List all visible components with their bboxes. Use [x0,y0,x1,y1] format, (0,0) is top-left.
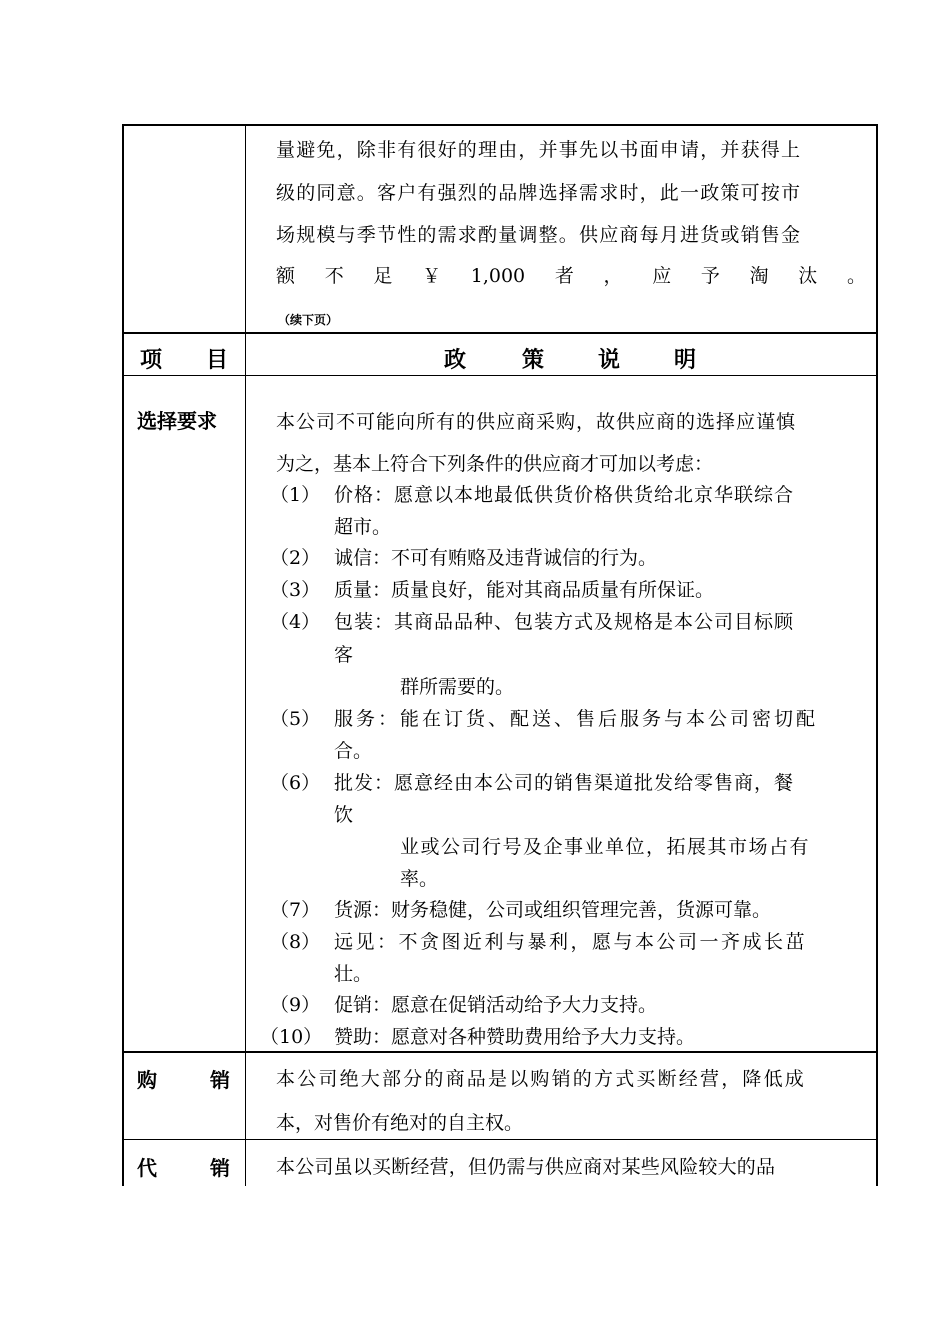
item-text: 价格：愿意以本地最低供货价格供货给北京华联综合 [334,484,795,506]
item-number: （2） [270,547,321,569]
purchase-line-1: 本公司绝大部分的商品是以购销的方式买断经营，降低成 [276,1068,807,1090]
item-text: 批发：愿意经由本公司的销售渠道批发给零售商，餐 [334,772,795,794]
consign-line-1: 本公司虽以买断经营，但仍需与供应商对某些风险较大的品 [276,1156,776,1178]
item-text: 赞助：愿意对各种赞助费用给予大力支持。 [334,1026,696,1048]
header-policy-3: 说 [598,348,621,373]
row-divider [122,1139,878,1140]
row-label-consign-2: 销 [210,1156,230,1180]
item-text: 服务：能在订货、配送、售后服务与本公司密切配 [334,708,819,730]
cont-line-4: 额 不 足 ￥ 1,000 者 ， 应 予 淘 汰 。 [276,265,866,287]
item-text: 质量：质量良好，能对其商品质量有所保证。 [334,579,715,601]
column-divider [245,124,246,1186]
item-text: 超市。 [334,516,392,538]
intro-line-2: 为之，基本上符合下列条件的供应商才可加以考虑： [276,453,714,475]
item-number: （4） [270,611,321,633]
item-text: 壮。 [334,963,373,985]
item-text: 合。 [334,740,373,762]
item-text: 促销：愿意在促销活动给予大力支持。 [334,994,658,1016]
header-policy-1: 政 [444,348,467,373]
item-text: 饮 [334,804,354,826]
item-number: （8） [270,931,321,953]
item-text: 业或公司行号及企事业单位，拓展其市场占有 [400,836,811,858]
item-text: 货源：财务稳健，公司或组织管理完善，货源可靠。 [334,899,772,921]
cont-line-3: 场规模与季节性的需求酌量调整。供应商每月进货或销售金 [276,224,802,246]
intro-line-1: 本公司不可能向所有的供应商采购，故供应商的选择应谨慎 [276,411,797,433]
item-text: 客 [334,644,354,666]
item-text: 率。 [400,868,439,890]
item-number: （10） [260,1026,323,1048]
item-text: 诚信：不可有贿赂及违背诚信的行为。 [334,547,658,569]
header-policy-2: 策 [522,348,545,373]
cont-line-2: 级的同意。客户有强烈的品牌选择需求时，此一政策可按市 [276,182,802,204]
purchase-line-2: 本，对售价有绝对的自主权。 [276,1112,524,1134]
header-item-2: 目 [206,348,229,373]
row-label-purchase-2: 销 [210,1068,230,1092]
cont-line-1: 量避免，除非有很好的理由，并事先以书面申请，并获得上 [276,139,802,161]
item-number: （9） [270,994,321,1016]
row-label-purchase-1: 购 [137,1068,157,1092]
item-number: （3） [270,579,321,601]
row-divider [122,375,878,376]
item-number: （7） [270,899,321,921]
header-policy-4: 明 [674,348,697,373]
continued-note: （续下页） [278,313,339,327]
item-number: （6） [270,772,321,794]
item-text: 包装：其商品品种、包装方式及规格是本公司目标顾 [334,611,795,633]
row-divider [122,1051,878,1053]
row-label-consign-1: 代 [137,1156,157,1180]
row-label-selection: 选择要求 [137,409,217,433]
header-item-1: 项 [140,348,163,373]
item-number: （5） [270,708,321,730]
row-divider [122,332,878,334]
item-text: 群所需要的。 [400,676,515,698]
item-text: 远见：不贪图近利与暴利，愿与本公司一齐成长茁 [334,931,808,953]
item-number: （1） [270,484,321,506]
